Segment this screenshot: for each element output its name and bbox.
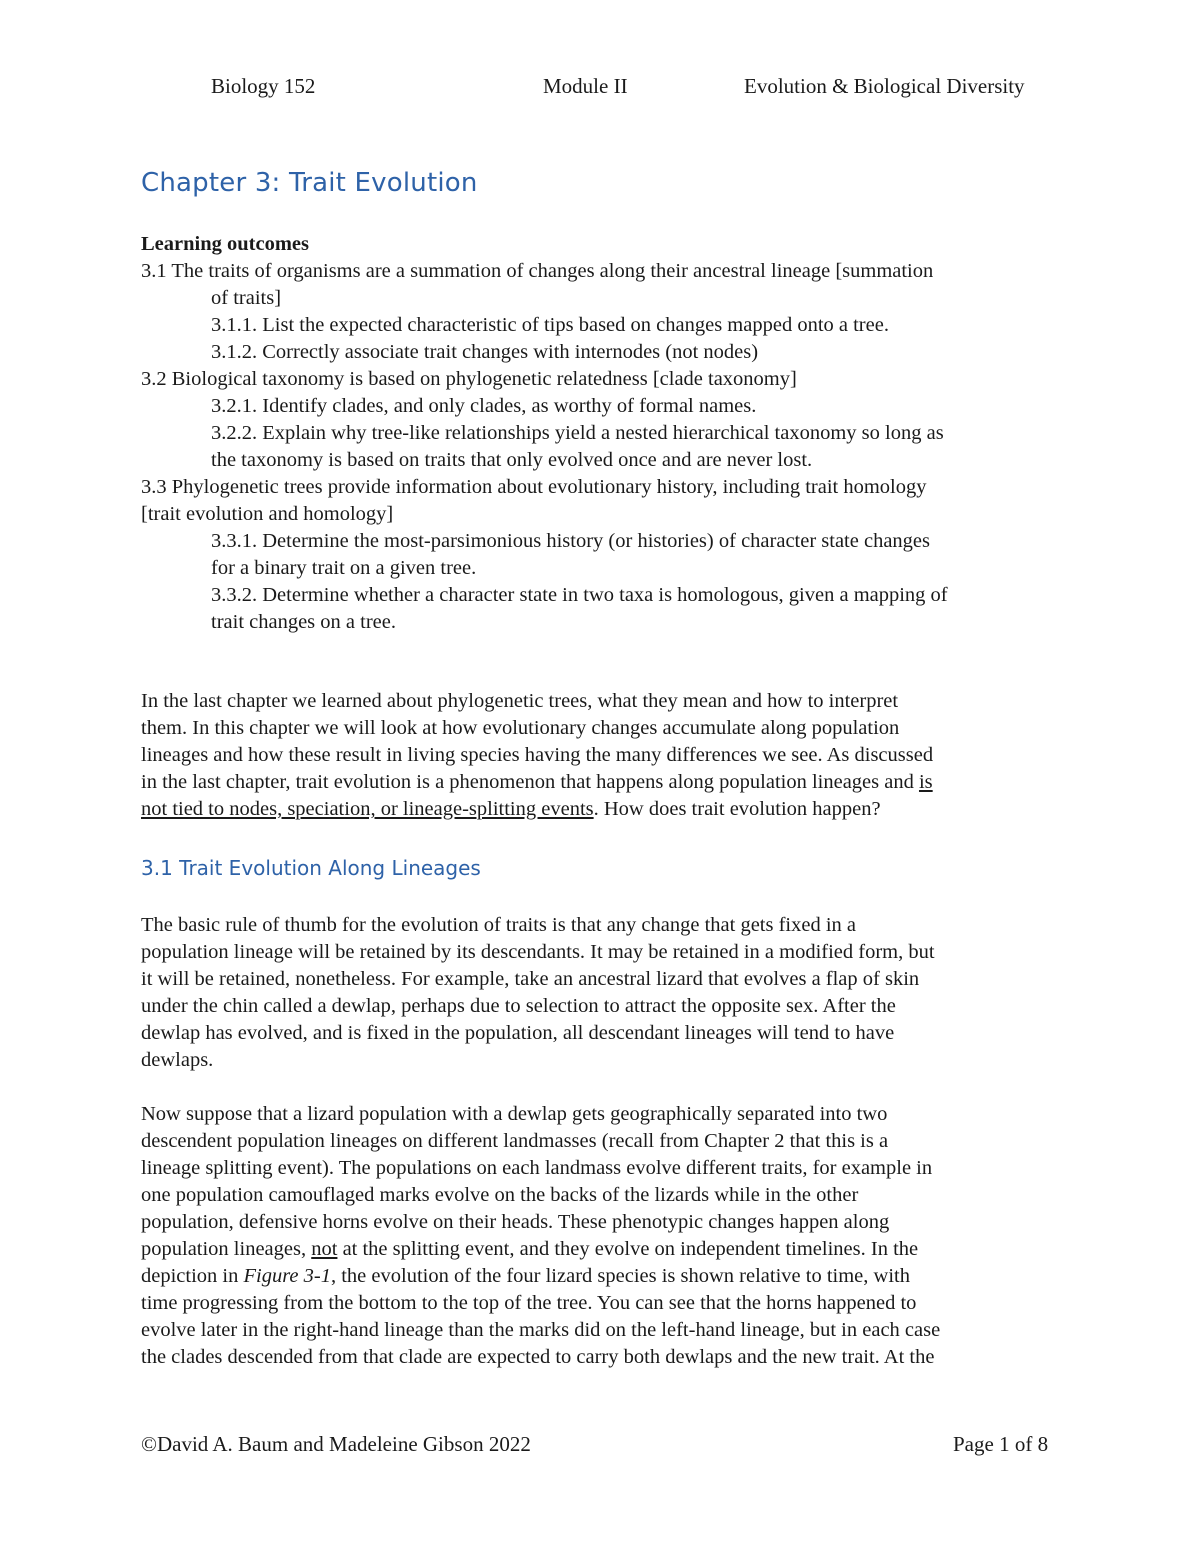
underlined-text: not tied to nodes, speciation, or lineage-splitting events — [141, 798, 594, 820]
paragraph-text: in the last chapter, trait evolution is a phenomenon that happens along population lineages and — [141, 771, 919, 793]
header-course: Biology 152 — [211, 74, 316, 98]
paragraph-line — [141, 1236, 1061, 1263]
intro-paragraph — [141, 688, 1061, 823]
header-subject: Evolution & Biological Diversity — [744, 74, 1025, 98]
outcome-line: 3.1.1. List the expected characteristic of tips based on changes mapped onto a tree. — [211, 314, 889, 336]
footer-page-number: Page 1 of 8 — [953, 1432, 1049, 1456]
paragraph-line: evolve later in the right-hand lineage than the marks did on the left-hand lineage, but in each case — [141, 1319, 941, 1341]
paragraph-line — [141, 796, 1061, 823]
learning-outcomes-heading: Learning outcomes — [141, 233, 309, 255]
paragraph-text: . How does trait evolution happen? — [593, 798, 881, 820]
outcome-line: of traits] — [211, 287, 282, 309]
outcome-line: 3.1 The traits of organisms are a summation of changes along their ancestral lineage [summation — [141, 260, 934, 282]
learning-outcomes — [141, 231, 1061, 636]
paragraph-line: Now suppose that a lizard population with a dewlap gets geographically separated into two — [141, 1103, 888, 1125]
paragraph-line: under the chin called a dewlap, perhaps due to selection to attract the opposite sex. After the — [141, 995, 896, 1017]
header-module: Module II — [543, 74, 628, 98]
outcome-line: [trait evolution and homology] — [141, 503, 394, 525]
outcome-line: trait changes on a tree. — [211, 611, 396, 633]
outcome-line: 3.2 Biological taxonomy is based on phylogenetic relatedness [clade taxonomy] — [141, 368, 797, 390]
outcome-line: for a binary trait on a given tree. — [211, 557, 477, 579]
underlined-text: is — [918, 771, 933, 793]
paragraph-line: one population camouflaged marks evolve on the backs of the lizards while in the other — [141, 1184, 859, 1206]
paragraph-line: The basic rule of thumb for the evolution of traits is that any change that gets fixed in a — [141, 914, 857, 936]
paragraph-line: lineage splitting event). The populations on each landmass evolve different traits, for example in — [141, 1157, 933, 1179]
paragraph-line — [141, 769, 1061, 796]
paragraph-line: population, defensive horns evolve on their heads. These phenotypic changes happen along — [141, 1211, 890, 1233]
paragraph-line: dewlaps. — [141, 1049, 214, 1071]
outcome-line: 3.3.1. Determine the most-parsimonious history (or histories) of character state changes — [211, 530, 931, 552]
underlined-text: not — [311, 1238, 338, 1260]
paragraph-line: lineages and how these result in living species having the many differences we see. As discussed — [141, 744, 934, 766]
paragraph-line: them. In this chapter we will look at how evolutionary changes accumulate along population — [141, 717, 900, 739]
paragraph-line: population lineage will be retained by its descendants. It may be retained in a modified form, but — [141, 941, 935, 963]
paragraph-text: population lineages, — [141, 1238, 312, 1260]
paragraph-line: time progressing from the bottom to the top of the tree. You can see that the horns happened to — [141, 1292, 917, 1314]
section-heading: 3.1 Trait Evolution Along Lineages — [141, 856, 481, 880]
paragraph-line — [141, 1263, 1061, 1290]
paragraph-line: descendent population lineages on different landmasses (recall from Chapter 2 that this is a — [141, 1130, 889, 1152]
paragraph-text: depiction in — [141, 1265, 244, 1287]
paragraph-3 — [141, 1101, 1061, 1371]
paragraph-line: it will be retained, nonetheless. For example, take an ancestral lizard that evolves a flap of skin — [141, 968, 920, 990]
figure-reference: Figure 3-1 — [243, 1265, 331, 1287]
chapter-title: Chapter 3: Trait Evolution — [141, 168, 478, 198]
paragraph-line: dewlap has evolved, and is fixed in the population, all descendant lineages will tend to have — [141, 1022, 895, 1044]
outcome-line: 3.2.2. Explain why tree-like relationships yield a nested hierarchical taxonomy so long as — [211, 422, 944, 444]
paragraph-2 — [141, 912, 1061, 1074]
paragraph-line: the clades descended from that clade are expected to carry both dewlaps and the new trait. At the — [141, 1346, 935, 1368]
outcome-line: 3.1.2. Correctly associate trait changes with internodes (not nodes) — [211, 341, 759, 363]
footer-copyright: ©David A. Baum and Madeleine Gibson 2022 — [141, 1432, 531, 1456]
paragraph-text: at the splitting event, and they evolve on independent timelines. In the — [337, 1238, 919, 1260]
outcome-line: 3.3.2. Determine whether a character state in two taxa is homologous, given a mapping of — [211, 584, 948, 606]
paragraph-line: In the last chapter we learned about phylogenetic trees, what they mean and how to interpret — [141, 690, 899, 712]
outcome-line: 3.2.1. Identify clades, and only clades, as worthy of formal names. — [211, 395, 757, 417]
paragraph-text: , the evolution of the four lizard species is shown relative to time, with — [330, 1265, 910, 1287]
outcome-line: the taxonomy is based on traits that only evolved once and are never lost. — [211, 449, 813, 471]
outcome-line: 3.3 Phylogenetic trees provide information about evolutionary history, including trait homology — [141, 476, 927, 498]
